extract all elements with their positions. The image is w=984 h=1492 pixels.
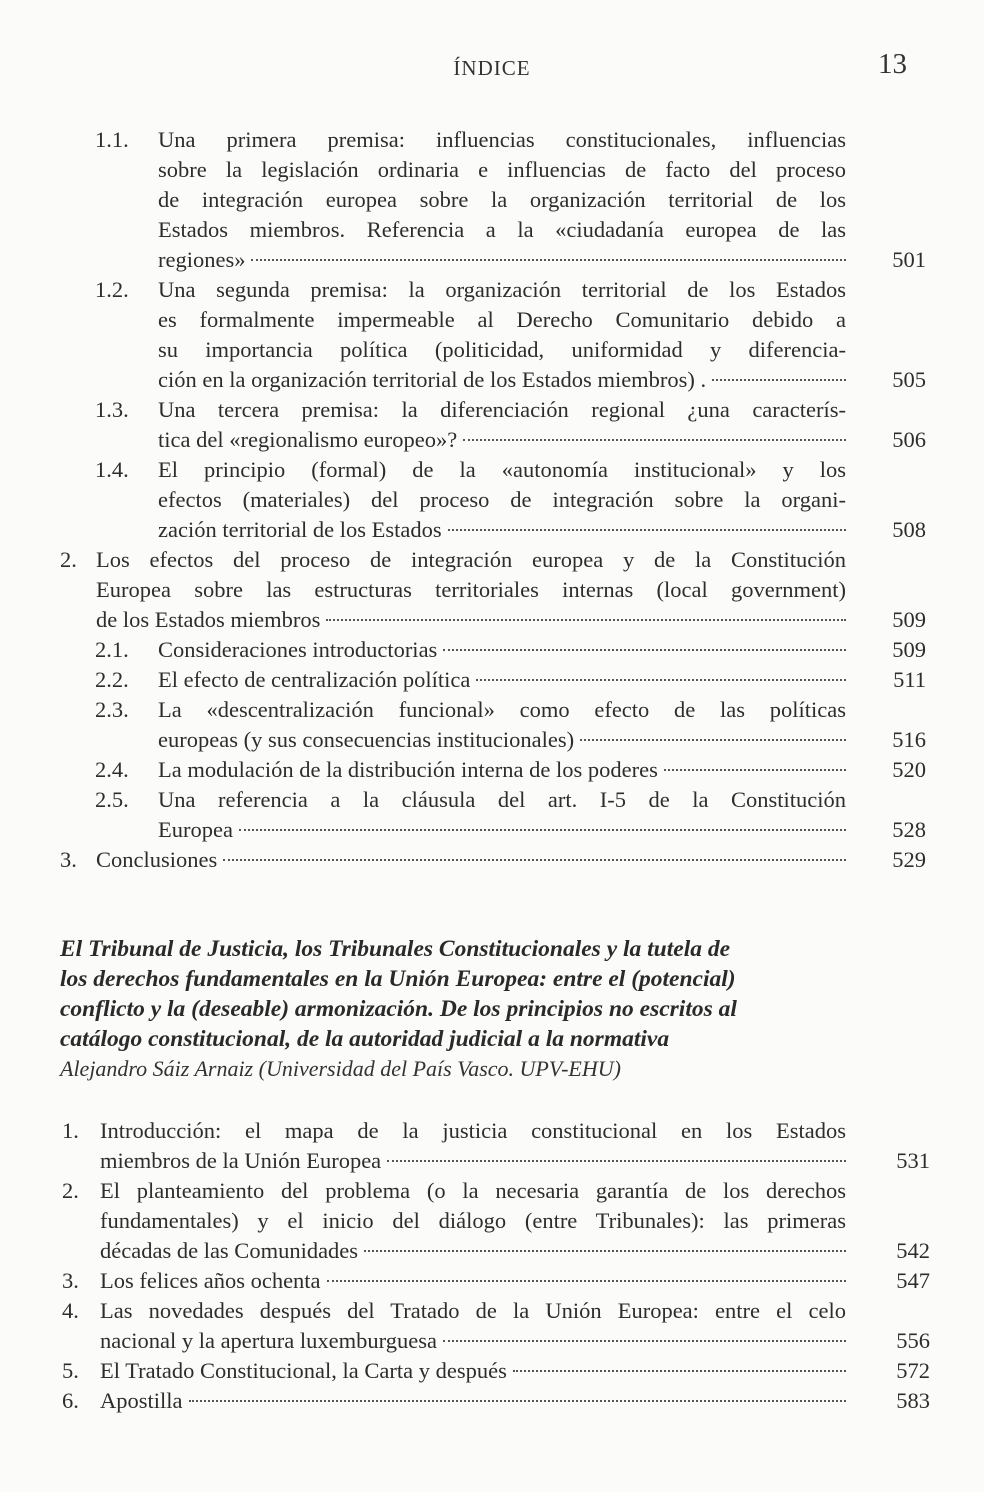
toc-entry-last-line: Conclusiones xyxy=(96,847,218,872)
toc-entry-line: Una segunda premisa: la organización territorial de los Estados xyxy=(158,277,846,302)
toc-entry-line: Una tercera premisa: la diferenciación regional ¿una caracterís- xyxy=(158,397,846,422)
toc-entry-page: 583 xyxy=(896,1388,930,1413)
toc-entry-page: 501 xyxy=(892,247,926,272)
toc-entry-number: 2.5. xyxy=(95,787,129,812)
dot-leader xyxy=(326,619,846,621)
toc-entry-line: El principio (formal) de la «autonomía institucional» y los xyxy=(158,457,846,482)
dot-leader xyxy=(364,1250,846,1252)
toc-entry-page: 505 xyxy=(892,367,926,392)
dot-leader xyxy=(476,679,846,681)
running-header-title: ÍNDICE xyxy=(453,56,531,80)
toc-entry-line: Introducción: el mapa de la justicia constitucional en los Estados xyxy=(100,1118,846,1143)
toc-entry-page: 509 xyxy=(892,637,926,662)
toc-entry-line: Una referencia a la cláusula del art. I-5 de la Constitución xyxy=(158,787,846,812)
toc-entry-number: 5. xyxy=(62,1358,79,1383)
dot-leader xyxy=(223,859,846,861)
toc-entry-page: 511 xyxy=(893,667,926,692)
dot-leader xyxy=(580,739,846,741)
article-title-line: conflicto y la (deseable) armonización. De los principios no escritos al xyxy=(60,996,737,1022)
dot-leader xyxy=(251,259,846,261)
toc-entry-last-line: El efecto de centralización política xyxy=(158,667,471,692)
toc-entry-number: 2.3. xyxy=(95,697,129,722)
toc-entry-page: 542 xyxy=(896,1238,930,1263)
toc-entry-number: 1.4. xyxy=(95,457,129,482)
toc-entry-number: 2. xyxy=(62,1178,79,1203)
toc-entry-last-line: La modulación de la distribución interna de los poderes xyxy=(158,757,658,782)
toc-entry-line: Los efectos del proceso de integración europea y de la Constitución xyxy=(96,547,846,572)
toc-entry-page: 531 xyxy=(896,1148,930,1173)
toc-entry-last-line: nacional y la apertura luxemburguesa xyxy=(100,1328,437,1353)
toc-entry-page: 509 xyxy=(892,607,926,632)
toc-entry-page: 520 xyxy=(892,757,926,782)
dot-leader xyxy=(463,439,846,441)
article-author: Alejandro Sáiz Arnaiz (Universidad del País Vasco. UPV-EHU) xyxy=(60,1056,621,1081)
toc-entry-last-line: de los Estados miembros xyxy=(96,607,321,632)
toc-entry-number: 2.4. xyxy=(95,757,129,782)
toc-entry-line: Estados miembros. Referencia a la «ciudadanía europea de las xyxy=(158,217,846,242)
toc-entry-number: 1.3. xyxy=(95,397,129,422)
toc-entry-line: de integración europea sobre la organización territorial de los xyxy=(158,187,846,212)
toc-entry-number: 3. xyxy=(60,847,77,872)
dot-leader xyxy=(664,769,846,771)
toc-entry-number: 3. xyxy=(62,1268,79,1293)
toc-entry-last-line: Apostilla xyxy=(100,1388,183,1413)
toc-entry-last-line: El Tratado Constitucional, la Carta y después xyxy=(100,1358,507,1383)
toc-entry-last-line: europeas (y sus consecuencias institucionales) xyxy=(158,727,575,752)
toc-entry-last-line: Europea xyxy=(158,817,233,842)
toc-entry-number: 1.2. xyxy=(95,277,129,302)
toc-entry-line: efectos (materiales) del proceso de integración sobre la organi- xyxy=(158,487,846,512)
toc-entry-page: 529 xyxy=(892,847,926,872)
article-title-line: catálogo constitucional, de la autoridad judicial a la normativa xyxy=(60,1026,670,1052)
toc-entry-number: 2.2. xyxy=(95,667,129,692)
toc-entry-number: 2. xyxy=(60,547,77,572)
article-title xyxy=(60,934,852,1054)
toc-entry-line: sobre la legislación ordinaria e influencias de facto del proceso xyxy=(158,157,846,182)
toc-entry-last-line: Los felices años ochenta xyxy=(100,1268,321,1293)
article-title-line: El Tribunal de Justicia, los Tribunales Constitucionales y la tutela de xyxy=(60,936,731,962)
page-number: 13 xyxy=(878,48,907,80)
toc-entry-line: Europea sobre las estructuras territoriales internas (local government) xyxy=(96,577,846,602)
toc-entry-number: 1. xyxy=(62,1118,79,1143)
dot-leader xyxy=(387,1160,846,1162)
toc-entry-page: 508 xyxy=(892,517,926,542)
toc-entry-line: El planteamiento del problema (o la necesaria garantía de los derechos xyxy=(100,1178,846,1203)
toc-entry-line: Una primera premisa: influencias constitucionales, influencias xyxy=(158,127,846,152)
dot-leader xyxy=(189,1400,847,1402)
toc-entry-number: 2.1. xyxy=(95,637,129,662)
toc-entry-last-line: miembros de la Unión Europea xyxy=(100,1148,382,1173)
toc-entry-number: 6. xyxy=(62,1388,79,1413)
toc-entry-last-line: regiones» xyxy=(158,247,246,272)
toc-entry-page: 516 xyxy=(892,727,926,752)
dot-leader xyxy=(443,649,846,651)
dot-leader xyxy=(239,829,846,831)
dot-leader xyxy=(327,1280,846,1282)
toc-entry-last-line: zación territorial de los Estados xyxy=(158,517,442,542)
toc-entry-line: es formalmente impermeable al Derecho Comunitario debido a xyxy=(158,307,846,332)
dot-leader xyxy=(513,1370,846,1372)
dot-leader xyxy=(712,379,846,381)
toc-entry-last-line: décadas de las Comunidades xyxy=(100,1238,359,1263)
article-title-line: los derechos fundamentales en la Unión Europea: entre el (potencial) xyxy=(60,966,736,992)
toc-entry-page: 556 xyxy=(896,1328,930,1353)
toc-entry-page: 547 xyxy=(896,1268,930,1293)
toc-entry-page: 572 xyxy=(896,1358,930,1383)
toc-entry-line: su importancia política (politicidad, uniformidad y diferencia- xyxy=(158,337,846,362)
toc-entry-line: La «descentralización funcional» como efecto de las políticas xyxy=(158,697,846,722)
toc-entry-number: 1.1. xyxy=(95,127,129,152)
toc-entry-line: fundamentales) y el inicio del diálogo (entre Tribunales): las primeras xyxy=(100,1208,846,1233)
dot-leader xyxy=(443,1340,846,1342)
dot-leader xyxy=(448,529,846,531)
toc-entry-page: 528 xyxy=(892,817,926,842)
toc-entry-last-line: ción en la organización territorial de los Estados miembros) . xyxy=(158,367,707,392)
toc-entry-line: Las novedades después del Tratado de la Unión Europea: entre el celo xyxy=(100,1298,846,1323)
toc-entry-page: 506 xyxy=(892,427,926,452)
toc-entry-last-line: Consideraciones introductorias xyxy=(158,637,438,662)
toc-entry-number: 4. xyxy=(62,1298,79,1323)
toc-entry-last-line: tica del «regionalismo europeo»? xyxy=(158,427,458,452)
